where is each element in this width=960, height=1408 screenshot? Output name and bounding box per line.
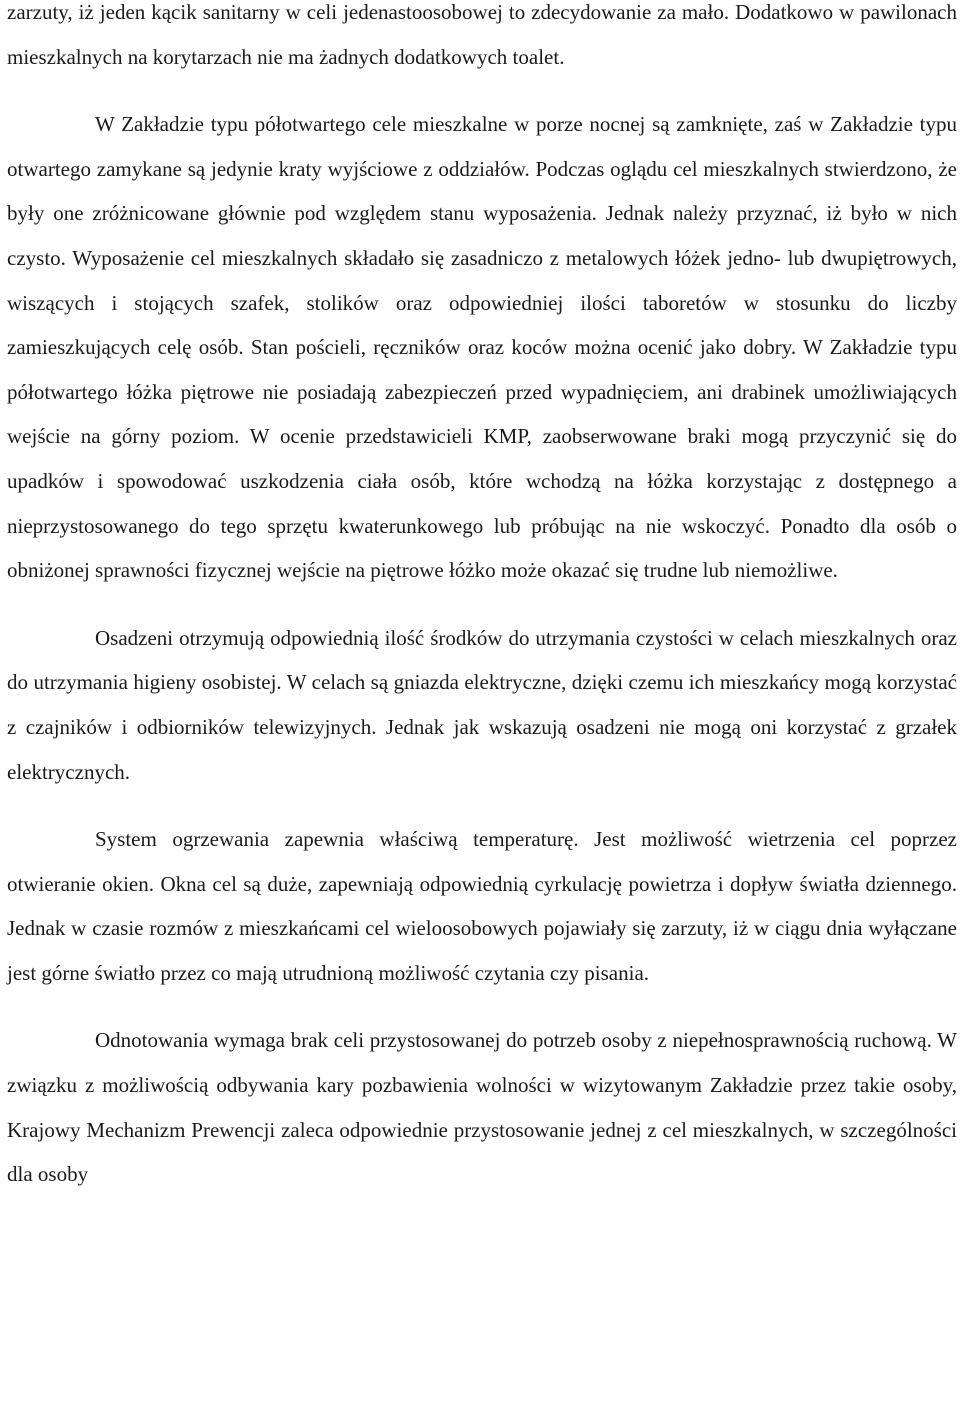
paragraph-cells-equipment: W Zakładzie typu półotwartego cele mieszkalne w porze nocnej są zamknięte, zaś w Zakładzie typu otwartego zamykane są jedynie kraty wyjściowe z oddziałów. Podczas oglądu cel mieszkalnych stwierdzono, że były one zróżnicowane głównie pod względem stanu wyposażenia. Jednak należy przyznać, iż było w nich czysto. Wyposażenie cel mieszkalnych składało się zasadniczo z metalowych łóżek jedno- lub dwupiętrowych, wiszących i stojących szafek, stolików oraz odpowiedniej ilości taboretów w stosunku do liczby zamieszkujących celę osób. Stan pościeli, ręczników oraz koców można ocenić jako dobry. W Zakładzie typu półotwartego łóżka piętrowe nie posiadają zabezpieczeń przed wypadnięciem, ani drabinek umożliwiających wejście na górny poziom. W ocenie przedstawicieli KMP, zaobserwowane braki mogą przyczynić się do upadków i spowodować uszkodzenia ciała osób, które wchodzą na łóżka korzystając z dostępnego a nieprzystosowanego do tego sprzętu kwaterunkowego lub próbując na nie wskoczyć. Ponadto dla osób o obniżonej sprawności fizycznej wejście na piętrowe łóżko może okazać się trudne lub niemożliwe. [7, 112, 957, 583]
paragraph-accessibility: Odnotowania wymaga brak celi przystosowanej do potrzeb osoby z niepełnosprawnością ruchową. W związku z możliwością odbywania kary pozbawienia wolności w wizytowanym Zakładzie przez takie osoby, Krajowy Mechanizm Prewencji zaleca odpowiednie przystosowanie jednej z cel mieszkalnych, w szczególności dla osoby [7, 1028, 957, 1187]
paragraph-heating-ventilation: System ogrzewania zapewnia właściwą temperaturę. Jest możliwość wietrzenia cel poprzez otwieranie okien. Okna cel są duże, zapewniają odpowiednią cyrkulację powietrza i dopływ światła dziennego. Jednak w czasie rozmów z mieszkańcami cel wieloosobowych pojawiały się zarzuty, iż w ciągu dnia wyłączane jest górne światło przez co mają utrudnioną możliwość czytania czy pisania. [7, 827, 957, 985]
paragraph-hygiene-supplies: Osadzeni otrzymują odpowiednią ilość środków do utrzymania czystości w celach mieszkalnych oraz do utrzymania higieny osobistej. W celach są gniazda elektryczne, dzięki czemu ich mieszkańcy mogą korzystać z czajników i odbiorników telewizyjnych. Jednak jak wskazują osadzeni nie mogą oni korzystać z grzałek elektrycznych. [7, 625, 957, 784]
document-page [7, 0, 957, 1197]
paragraph-toilets-continuation: zarzuty, iż jeden kącik sanitarny w celi jedenastoosobowej to zdecydowanie za mało. Dodatkowo w pawilonach mieszkalnych na korytarzach nie ma żadnych dodatkowych toalet. [7, 0, 957, 69]
